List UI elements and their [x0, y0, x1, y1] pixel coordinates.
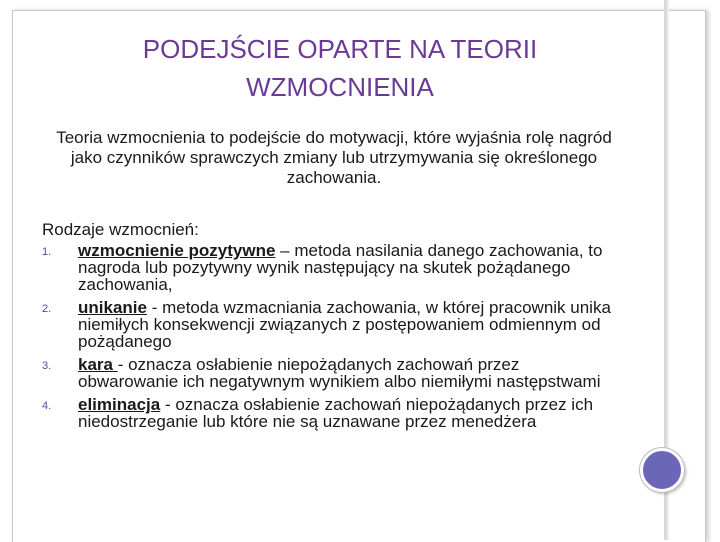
- list-item-number: 1.: [42, 246, 52, 258]
- list-item: [42, 242, 612, 293]
- list-item: [42, 396, 612, 430]
- list-item-term: unikanie: [78, 298, 147, 317]
- list-item-description: – metoda nasilania danego zachowania, to nagroda lub pozytywny wynik następujący na skutek pożądanego zachowania,: [78, 241, 603, 294]
- list-item-number: 2.: [42, 303, 52, 315]
- list-item-description: - metoda wzmacniania zachowania, w której pracownik unika niemiłych konsekwencji związanych z postępowaniem odmiennym od pożądanego: [78, 298, 611, 351]
- list-item: [42, 356, 612, 390]
- list-item-description: - oznacza osłabienie niepożądanych zachowań przez obwarowanie ich negatywnym wynikiem albo niemiłymi następstwami: [78, 355, 601, 391]
- list-item-number: 3.: [42, 360, 52, 372]
- list-item: [42, 299, 612, 350]
- intro-paragraph: Teoria wzmocnienia to podejście do motywacji, które wyjaśnia rolę nagród jako czynników sprawczych zmiany lub utrzymywania się określonego zachowania.: [56, 128, 612, 187]
- slide-title-line-1: PODEJŚCIE OPARTE NA TEORII: [142, 34, 538, 64]
- list-item-term: wzmocnienie pozytywne: [78, 241, 276, 260]
- reinforcement-types-list: [42, 242, 612, 436]
- slide-title-line-2: WZMOCNIENIA: [246, 72, 434, 102]
- decorative-circle: [640, 448, 684, 492]
- list-item-term: eliminacja: [78, 395, 161, 414]
- slide-title: [60, 30, 620, 106]
- list-item-number: 4.: [42, 400, 52, 412]
- list-item-description: - oznacza osłabienie zachowań niepożądanych przez ich niedostrzeganie lub które nie są uznawane przez menedżera: [78, 395, 594, 431]
- list-item-term: kara: [78, 355, 118, 374]
- types-heading: Rodzaje wzmocnień:: [42, 220, 199, 239]
